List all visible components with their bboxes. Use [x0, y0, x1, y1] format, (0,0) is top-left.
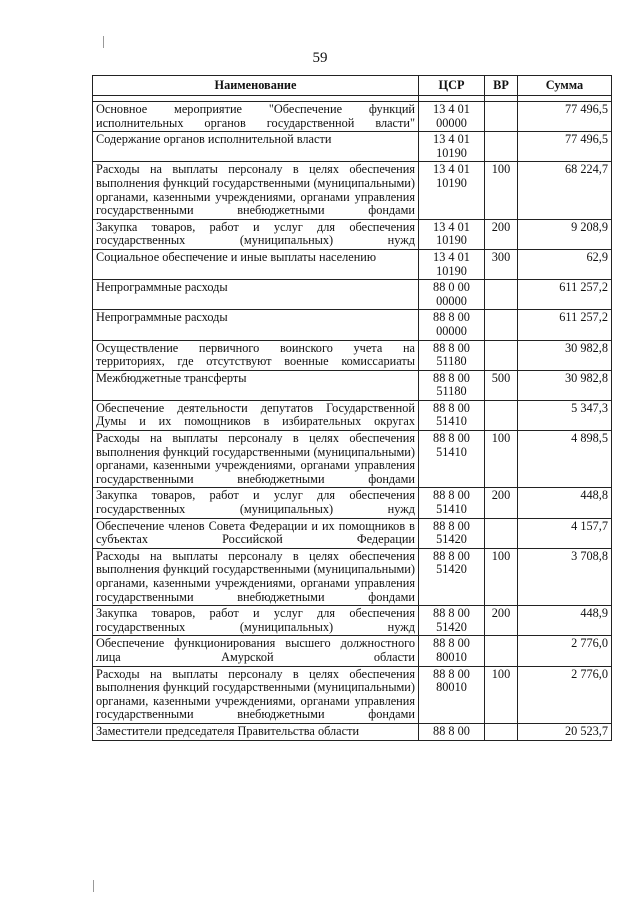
- table-row: [93, 400, 612, 430]
- row-name-cell: Закупка товаров, работ и услуг для обеспечения государственных (муниципальных) нужд: [93, 488, 419, 518]
- table-row: [93, 162, 612, 219]
- row-sum-cell: 20 523,7: [518, 723, 612, 740]
- table-row: [93, 666, 612, 723]
- row-sum-cell: 2 776,0: [518, 666, 612, 723]
- scan-mark: [103, 36, 104, 48]
- row-name-cell: Закупка товаров, работ и услуг для обеспечения государственных (муниципальных) нужд: [93, 219, 419, 249]
- row-sum-cell: 77 496,5: [518, 132, 612, 162]
- table-row: [93, 249, 612, 279]
- row-name-cell: Межбюджетные трансферты: [93, 370, 419, 400]
- header-vr: ВР: [485, 76, 518, 96]
- table-row: [93, 219, 612, 249]
- row-sum-cell: 30 982,8: [518, 340, 612, 370]
- row-vr-cell: 200: [485, 219, 518, 249]
- row-vr-cell: 100: [485, 666, 518, 723]
- row-csr-cell: 13 4 01 00000: [419, 102, 485, 132]
- row-sum-cell: 3 708,8: [518, 548, 612, 605]
- row-sum-cell: 611 257,2: [518, 310, 612, 340]
- row-name-cell: Заместители председателя Правительства области: [93, 723, 419, 740]
- row-csr-cell: 13 4 01 10190: [419, 132, 485, 162]
- row-name-cell: Содержание органов исполнительной власти: [93, 132, 419, 162]
- row-csr-cell: 88 8 00 51420: [419, 606, 485, 636]
- row-name-cell: Расходы на выплаты персоналу в целях обеспечения выполнения функций государственными (муниципальными) органами, казенными учреждениями, органами управления государственными внебюджетными фондами: [93, 548, 419, 605]
- row-sum-cell: 611 257,2: [518, 280, 612, 310]
- table-row: [93, 488, 612, 518]
- row-csr-cell: 13 4 01 10190: [419, 162, 485, 219]
- row-csr-cell: 88 8 00 51410: [419, 431, 485, 488]
- row-name-cell: Расходы на выплаты персоналу в целях обеспечения выполнения функций государственными (муниципальными) органами, казенными учреждениями, органами управления государственными внебюджетными фондами: [93, 162, 419, 219]
- row-sum-cell: 448,9: [518, 606, 612, 636]
- table-row: [93, 340, 612, 370]
- row-vr-cell: [485, 280, 518, 310]
- row-vr-cell: [485, 723, 518, 740]
- scan-mark: [93, 880, 94, 892]
- row-vr-cell: 100: [485, 548, 518, 605]
- row-name-cell: Непрограммные расходы: [93, 280, 419, 310]
- row-vr-cell: [485, 636, 518, 666]
- row-csr-cell: 88 8 00 80010: [419, 666, 485, 723]
- table-body: [93, 102, 612, 741]
- row-name-cell: Основное мероприятие "Обеспечение функций исполнительных органов государственной власти": [93, 102, 419, 132]
- table-row: [93, 431, 612, 488]
- row-sum-cell: 4 157,7: [518, 518, 612, 548]
- row-csr-cell: 88 8 00 00000: [419, 310, 485, 340]
- row-vr-cell: [485, 518, 518, 548]
- row-csr-cell: 88 8 00 51180: [419, 370, 485, 400]
- row-csr-cell: 88 8 00 80010: [419, 636, 485, 666]
- row-name-cell: Осуществление первичного воинского учета на территориях, где отсутствуют военные комиссариаты: [93, 340, 419, 370]
- table-row: [93, 636, 612, 666]
- row-sum-cell: 30 982,8: [518, 370, 612, 400]
- row-sum-cell: 77 496,5: [518, 102, 612, 132]
- row-csr-cell: 13 4 01 10190: [419, 249, 485, 279]
- row-name-cell: Расходы на выплаты персоналу в целях обеспечения выполнения функций государственными (муниципальными) органами, казенными учреждениями, органами управления государственными внебюджетными фондами: [93, 431, 419, 488]
- row-csr-cell: 88 8 00 51420: [419, 548, 485, 605]
- row-name-cell: Закупка товаров, работ и услуг для обеспечения государственных (муниципальных) нужд: [93, 606, 419, 636]
- row-sum-cell: 62,9: [518, 249, 612, 279]
- row-csr-cell: 88 0 00 00000: [419, 280, 485, 310]
- row-vr-cell: 300: [485, 249, 518, 279]
- row-csr-cell: 88 8 00 51410: [419, 488, 485, 518]
- page-number: 59: [312, 50, 328, 66]
- row-sum-cell: 68 224,7: [518, 162, 612, 219]
- table-row: [93, 370, 612, 400]
- row-csr-cell: 88 8 00: [419, 723, 485, 740]
- table-row: [93, 132, 612, 162]
- row-vr-cell: [485, 102, 518, 132]
- row-csr-cell: 13 4 01 10190: [419, 219, 485, 249]
- header-sum: Сумма: [518, 76, 612, 96]
- row-name-cell: Расходы на выплаты персоналу в целях обеспечения выполнения функций государственными (муниципальными) органами, казенными учреждениями, органами управления государственными внебюджетными фондами: [93, 666, 419, 723]
- row-name-cell: Обеспечение членов Совета Федерации и их помощников в субъектах Российской Федерации: [93, 518, 419, 548]
- row-vr-cell: 200: [485, 606, 518, 636]
- header-csr: ЦСР: [419, 76, 485, 96]
- table-header-row: [93, 76, 612, 96]
- row-vr-cell: [485, 132, 518, 162]
- row-name-cell: Социальное обеспечение и иные выплаты населению: [93, 249, 419, 279]
- row-vr-cell: 100: [485, 162, 518, 219]
- row-csr-cell: 88 8 00 51420: [419, 518, 485, 548]
- row-vr-cell: [485, 400, 518, 430]
- row-sum-cell: 4 898,5: [518, 431, 612, 488]
- row-vr-cell: 100: [485, 431, 518, 488]
- row-sum-cell: 5 347,3: [518, 400, 612, 430]
- row-sum-cell: 9 208,9: [518, 219, 612, 249]
- header-name: Наименование: [93, 76, 419, 96]
- table-row: [93, 548, 612, 605]
- row-csr-cell: 88 8 00 51180: [419, 340, 485, 370]
- row-sum-cell: 2 776,0: [518, 636, 612, 666]
- table-row: [93, 102, 612, 132]
- budget-table: [92, 75, 612, 741]
- row-vr-cell: 500: [485, 370, 518, 400]
- table-row: [93, 310, 612, 340]
- row-csr-cell: 88 8 00 51410: [419, 400, 485, 430]
- table-row: [93, 606, 612, 636]
- row-name-cell: Непрограммные расходы: [93, 310, 419, 340]
- row-vr-cell: [485, 310, 518, 340]
- table-row: [93, 280, 612, 310]
- table-row: [93, 723, 612, 740]
- row-vr-cell: [485, 340, 518, 370]
- row-name-cell: Обеспечение функционирования высшего должностного лица Амурской области: [93, 636, 419, 666]
- table-row: [93, 518, 612, 548]
- row-name-cell: Обеспечение деятельности депутатов Государственной Думы и их помощников в избирательных округах: [93, 400, 419, 430]
- row-vr-cell: 200: [485, 488, 518, 518]
- row-sum-cell: 448,8: [518, 488, 612, 518]
